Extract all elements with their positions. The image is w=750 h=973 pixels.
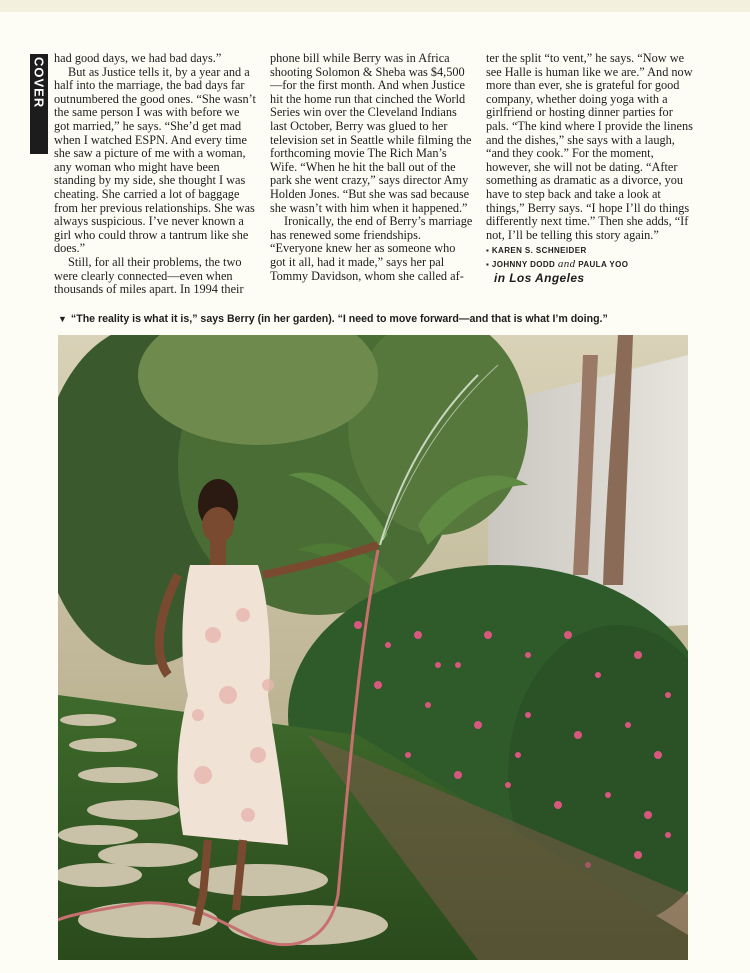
byline (486, 244, 694, 285)
photo-caption (58, 313, 708, 325)
section-tab (30, 54, 48, 154)
paragraph: had good days, we had bad days.” (54, 51, 222, 65)
byline-reporters: ▪ JOHNNY DODD and PAULA YOO (486, 257, 629, 270)
paragraph: ter the split “to vent,” he says. “Now we see Halle is human like we are.” And now more than ever, she is grateful for good company, whether doing yoga with a girlfriend or hosting dinner parties for pals. “The kind where I provide the linens and the dishes,” she says with a laugh, “and they cook.” For the moment, however, she will not be dating. “After something as dramatic as a divorce, you have to step back and take a look at things,” Berry says. “I hope I’ll do things differently next time.” Then she adds, “If not, I’ll be telling this story again.” (486, 51, 693, 242)
paragraph: Still, for all their problems, the two were clearly connected—even when thousands of miles apart. In 1994 their (54, 254, 244, 297)
article-column-3 (486, 52, 694, 285)
paragraph: But as Justice tells it, by a year and a half into the marriage, the bad days far outnumbered the good ones. “She wasn’t the same person I was with before we got married,” he says. “She’d get mad when I watched ESPN. And every time she saw a picture of me with a woman, any woman who might have been standing by my side, she thought I was cheating. She carried a lot of baggage from her previous relationships. She was always suspicious. I’ve never known a girl who could throw a tantrum like she does.” (54, 64, 256, 256)
caption-arrow-icon: ▼ (58, 314, 67, 324)
article-column-1 (54, 52, 257, 297)
article-column-2 (270, 52, 474, 283)
paragraph: phone bill while Berry was in Africa shooting Solomon & Sheba was $4,500—for the first month. And when Justice hit the home run that cinched the World Series win over the Cleveland Indians last October, Berry was glued to her television set in Seattle while filming the forthcoming movie The Rich Man’s Wife. “When he hit the ball out of the park she went crazy,” says director Amy Holden Jones. “But she was sad because she wasn’t with him when it happened.” (270, 51, 472, 215)
page-top-strip (0, 0, 750, 12)
garden-photo (58, 335, 688, 960)
byline-location: in Los Angeles (494, 270, 585, 285)
paragraph: Ironically, the end of Berry’s marriage has renewed some friendships. “Everyone knew her as someone who got it all, had it made,” says her pal Tommy Davidson, whom she called af- (270, 214, 473, 283)
section-tab-label: COVER (31, 57, 47, 109)
caption-text: “The reality is what it is,” says Berry (in her garden). “I need to move forward—and that is what I’m doing.” (70, 313, 608, 325)
byline-author: ▪ KAREN S. SCHNEIDER (486, 246, 587, 256)
